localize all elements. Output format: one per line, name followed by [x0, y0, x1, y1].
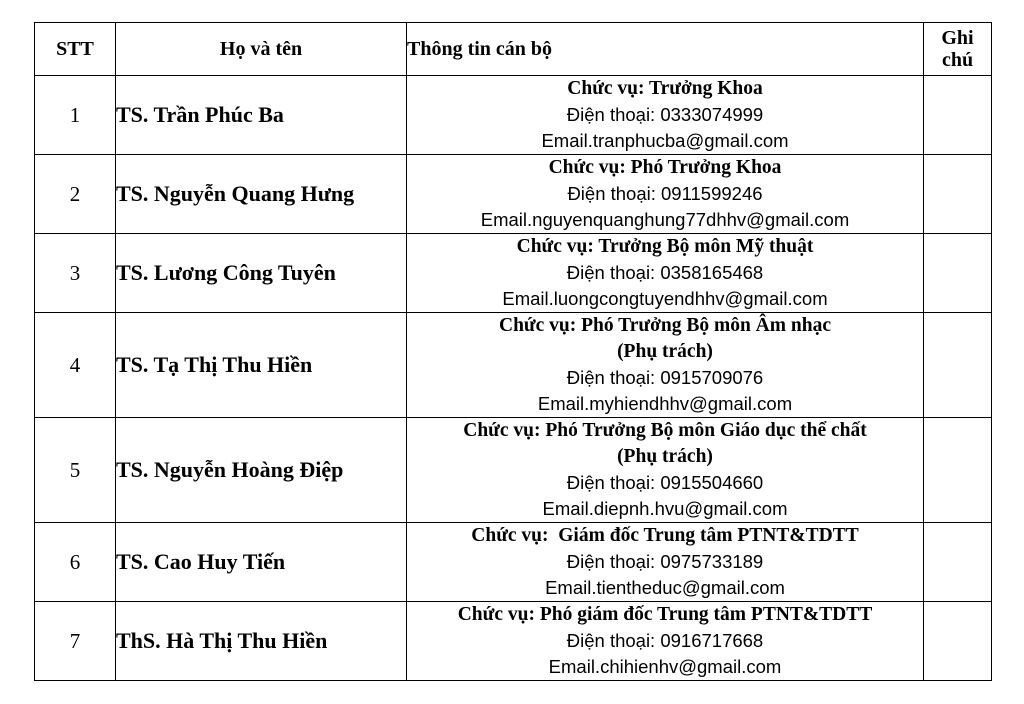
- row-note: [924, 155, 992, 234]
- header-name: Họ và tên: [116, 23, 407, 76]
- row-name: TS. Cao Huy Tiến: [116, 523, 407, 602]
- row-role-extra: (Phụ trách): [617, 341, 713, 362]
- row-note: [924, 602, 992, 681]
- row-role: Chức vụ: Phó Trưởng Bộ môn Giáo dục thể chất: [463, 420, 867, 441]
- row-phone: Điện thoại: 0911599246: [567, 183, 763, 204]
- header-note-line1: Ghi: [941, 27, 974, 49]
- row-phone: Điện thoại: 0975733189: [566, 551, 764, 572]
- table-row: [35, 313, 992, 418]
- row-name: ThS. Hà Thị Thu Hiền: [116, 602, 407, 681]
- row-role: Chức vụ: Phó giám đốc Trung tâm PTNT&TDTT: [457, 604, 873, 625]
- row-stt: 5: [35, 418, 116, 523]
- row-phone: Điện thoại: 0915504660: [566, 472, 764, 493]
- table-row: [35, 155, 992, 234]
- header-note: [924, 23, 992, 76]
- row-role-extra: (Phụ trách): [617, 446, 713, 467]
- row-info: [407, 418, 924, 523]
- table-body: [35, 76, 992, 681]
- row-phone: Điện thoại: 0333074999: [566, 104, 764, 125]
- header-note-line2: chú: [941, 49, 974, 71]
- row-info: [407, 523, 924, 602]
- row-email: Email.nguyenquanghung77dhhv@gmail.com: [480, 209, 850, 230]
- row-note: [924, 418, 992, 523]
- row-stt: 2: [35, 155, 116, 234]
- row-role: Chức vụ: Phó Trưởng Bộ môn Âm nhạc: [499, 315, 831, 336]
- table-row: [35, 76, 992, 155]
- header-info: Thông tin cán bộ: [407, 23, 924, 76]
- row-info: [407, 234, 924, 313]
- row-email: Email.myhiendhhv@gmail.com: [537, 393, 793, 414]
- table-row: [35, 234, 992, 313]
- row-name: TS. Nguyễn Quang Hưng: [116, 155, 407, 234]
- table-row: [35, 523, 992, 602]
- row-name: TS. Tạ Thị Thu Hiền: [116, 313, 407, 418]
- row-stt: 4: [35, 313, 116, 418]
- row-info: [407, 602, 924, 681]
- header-row: [35, 23, 992, 76]
- row-email: Email.tranphucba@gmail.com: [541, 130, 789, 151]
- row-phone: Điện thoại: 0916717668: [566, 630, 764, 651]
- row-name: TS. Nguyễn Hoàng Điệp: [116, 418, 407, 523]
- row-note: [924, 313, 992, 418]
- row-email: Email.chihienhv@gmail.com: [548, 656, 782, 677]
- row-stt: 1: [35, 76, 116, 155]
- row-name: TS. Lương Công Tuyên: [116, 234, 407, 313]
- row-role: Chức vụ: Phó Trưởng Khoa: [548, 157, 782, 178]
- staff-table: [34, 22, 992, 681]
- row-note: [924, 76, 992, 155]
- row-email: Email.luongcongtuyendhhv@gmail.com: [502, 288, 828, 309]
- table-row: [35, 602, 992, 681]
- row-role: Chức vụ: Trưởng Bộ môn Mỹ thuật: [516, 236, 814, 257]
- row-role: Chức vụ: Giám đốc Trung tâm PTNT&TDTT: [471, 525, 859, 546]
- row-stt: 3: [35, 234, 116, 313]
- row-phone: Điện thoại: 0358165468: [566, 262, 764, 283]
- row-note: [924, 523, 992, 602]
- row-stt: 6: [35, 523, 116, 602]
- row-phone: Điện thoại: 0915709076: [566, 367, 764, 388]
- row-info: [407, 76, 924, 155]
- table-row: [35, 418, 992, 523]
- row-email: Email.tientheduc@gmail.com: [545, 577, 785, 598]
- row-note: [924, 234, 992, 313]
- row-name: TS. Trần Phúc Ba: [116, 76, 407, 155]
- row-email: Email.diepnh.hvu@gmail.com: [542, 498, 788, 519]
- row-info: [407, 313, 924, 418]
- row-info: [407, 155, 924, 234]
- row-stt: 7: [35, 602, 116, 681]
- row-role: Chức vụ: Trưởng Khoa: [567, 78, 763, 99]
- header-stt: STT: [35, 23, 116, 76]
